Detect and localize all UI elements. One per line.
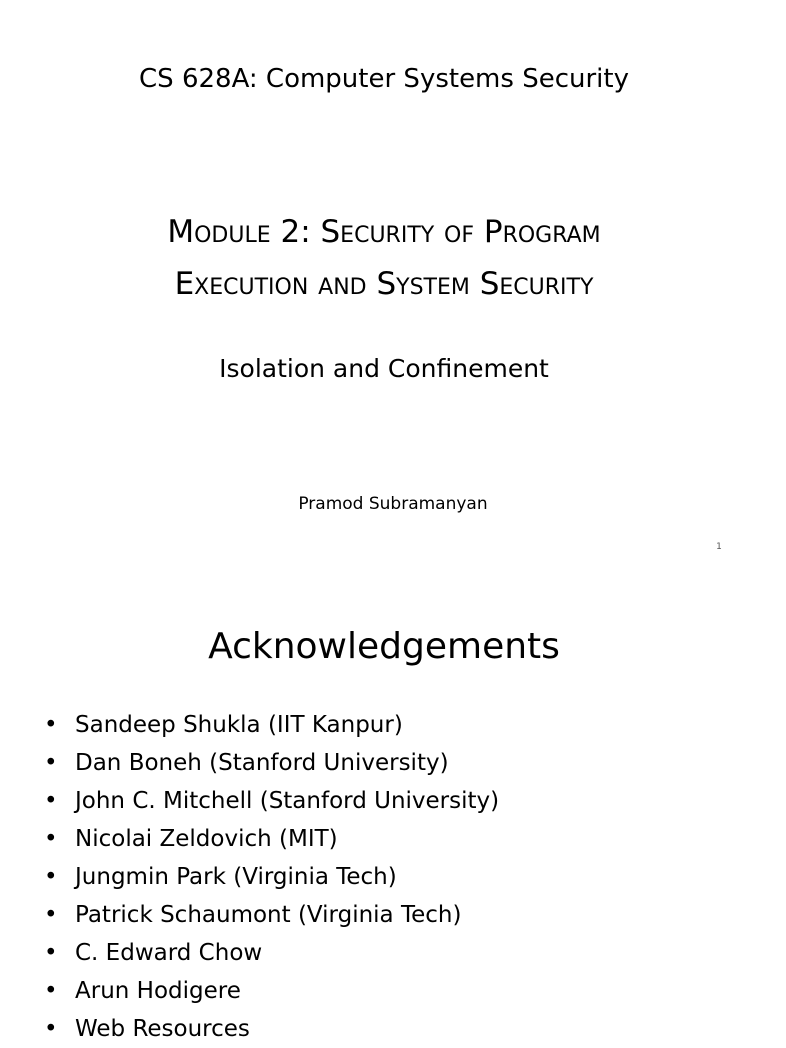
- acknowledgements-slide: [0, 576, 768, 1042]
- bullet-icon: •: [44, 864, 58, 890]
- lecture-subtitle: Isolation and Confinement: [219, 354, 549, 383]
- list-item: [0, 820, 768, 858]
- list-item: [0, 744, 768, 782]
- acknowledgements-title: Acknowledgements: [208, 626, 560, 667]
- list-item: [0, 934, 768, 972]
- list-item: [0, 706, 768, 744]
- acknowledgement-text: Jungmin Park (Virginia Tech): [75, 864, 397, 890]
- acknowledgement-text: Patrick Schaumont (Virginia Tech): [75, 902, 462, 928]
- bullet-icon: •: [44, 788, 58, 814]
- list-item: [0, 1010, 768, 1048]
- acknowledgement-text: John C. Mitchell (Stanford University): [75, 788, 500, 814]
- acknowledgement-text: Sandeep Shukla (IIT Kanpur): [75, 712, 403, 738]
- list-item: [0, 972, 768, 1010]
- module-title: [0, 206, 768, 310]
- bullet-icon: •: [44, 712, 58, 738]
- list-item: [0, 782, 768, 820]
- bullet-icon: •: [44, 978, 58, 1004]
- acknowledgement-text: C. Edward Chow: [75, 940, 263, 966]
- bullet-icon: •: [44, 940, 58, 966]
- acknowledgement-text: Dan Boneh (Stanford University): [75, 750, 449, 776]
- bullet-icon: •: [44, 902, 58, 928]
- acknowledgement-text: Arun Hodigere: [75, 978, 241, 1004]
- module-title-line-1: Module 2: Security of Program: [167, 214, 601, 250]
- bullet-icon: •: [44, 1016, 58, 1042]
- list-item: [0, 858, 768, 896]
- acknowledgements-list: [0, 706, 768, 1048]
- acknowledgement-text: Nicolai Zeldovich (MIT): [75, 826, 338, 852]
- course-title: CS 628A: Computer Systems Security: [139, 64, 629, 94]
- author-name: Pramod Subramanyan: [298, 494, 488, 514]
- list-item: [0, 896, 768, 934]
- acknowledgement-text: Web Resources: [75, 1016, 250, 1042]
- bullet-icon: •: [44, 826, 58, 852]
- bullet-icon: •: [44, 750, 58, 776]
- module-title-line-2: Execution and System Security: [174, 266, 594, 302]
- page-number: 1: [716, 542, 722, 552]
